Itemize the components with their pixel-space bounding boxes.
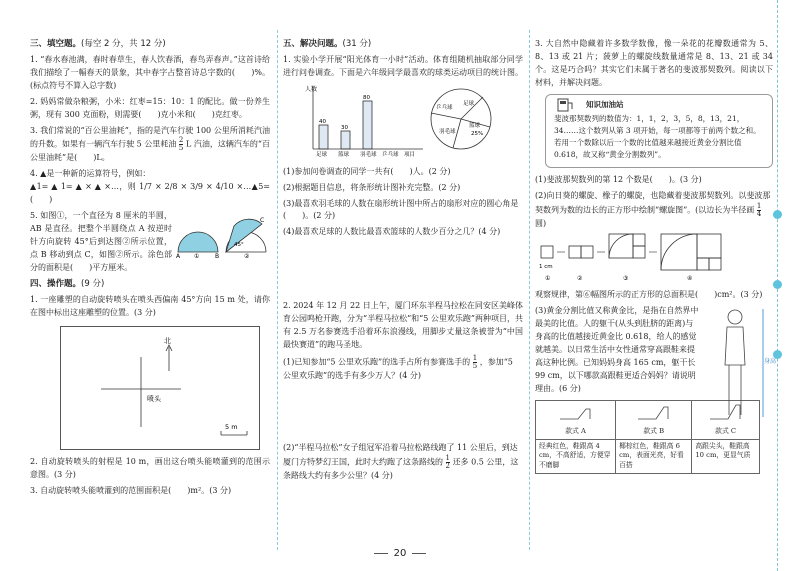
section-title: 四、操作题。(9 分) (30, 279, 105, 290)
pie-slice-pct: 25% (471, 130, 484, 137)
pie-slice-label: 乒乓球 (436, 104, 453, 111)
x-tick-label: 足球 (316, 151, 328, 158)
question-op-1: 1. 一座雕塑的自动旋转喷头在喷头西偏南 45°方向 15 m 处，请你在图中标出这座雕塑的位置。(3 分) (30, 294, 270, 317)
question-fill-5: 5. 如图①，一个直径为 8 厘米的半圆，AB 是直径。把整个半圆绕点 A 按逆时针方向旋转 45°后到达图②所示位置，点 B 移动到点 C，如图②所示。涂色部分的面积是( )平方厘米。 A B ① 45° C ② (30, 210, 270, 275)
sub-question: (4)最喜欢足球的人数比最喜欢篮球的人数少百分之几？(4 分) (283, 227, 501, 237)
fuel-pump-icon (556, 97, 580, 113)
map-grid[interactable] (60, 326, 260, 450)
nozzle-label: 喷头 (147, 394, 161, 403)
pie-slice-label: 羽毛球 (439, 128, 456, 135)
binding-dot (773, 280, 782, 289)
x-tick-label: 乒乓球 (382, 151, 399, 158)
fraction: $\frac{1}{5}$ (472, 354, 478, 371)
shoe-a-desc: 经典红色，鞋跟高 4 cm，不高舒适，方便穿不磨脚 (536, 439, 616, 474)
fig1-label: ① (194, 253, 200, 261)
fig2-label: ② (244, 253, 250, 261)
point-a-label: A (176, 253, 181, 261)
svg-text:①: ① (545, 275, 551, 283)
shoe-a-header: 款式 A (536, 400, 616, 439)
north-label: 北 (164, 336, 171, 345)
question-fill-4: 4. ▲是一种新的运算符号，例如： ▲1= ▲ 1= ▲ × ▲ ×…，则 1/7 × 2/8 × 3/9 × 4/10 ×…▲5=( ) (30, 169, 270, 205)
shoe-c-desc: 高跟尖头，鞋跟高 10 cm，更显气质 (692, 439, 760, 474)
compass-diagram (61, 327, 259, 449)
sub-question: (3)黄金分割比值又称黄金比，是指在自然界中最美的比值。人的躯干(从头到肚脐的距离)与身高的比值越接近黄金比 0.618，给人的感觉就越美。以日常生活中女性通常穿高跟鞋来提高这种比例。已知妈妈身高 165 cm，躯干长 99 cm，以下哪款高跟鞋更适合妈妈？请说明理由。(6 分) (535, 306, 699, 393)
question-fill-1: 1. “春水春池满，春时春草生，春人饮春酒，春鸟弄春声。”这首诗给我们描绘了一幅春天的景象，其中春字占整首诗总字数的( )%。(标点符号不算入总字数) (30, 54, 270, 90)
right-column (535, 38, 777, 474)
question-op-3: 3. 自动旋转喷头能喷灌到的范围面积是( )m²。(3 分) (30, 485, 232, 495)
fraction: $\frac{1}{2}$ (445, 454, 451, 471)
sports-chart (283, 83, 523, 161)
knowledge-box-text: 斐波那契数列的数值为：1，1，2，3，5，8，13，21，34……这个数列从第 3 项开始，每一项都等于前两个数之和。若用一个数除以后一个数的比值越来越接近黄金分割比值 0.618，故又称“黄金分割数列”。 (554, 113, 761, 160)
x-tick-label: 篮球 (338, 151, 350, 158)
pie-slice-label: 篮球 (469, 122, 481, 129)
bar (341, 131, 350, 149)
question-fill-3: 3. 我们常说的“百公里油耗”，指的是汽车行驶 100 公里所消耗汽油的升数。如果有一辆汽车行驶 5 公里耗油 $\frac{2}{5}$ L 汽油，这辆汽车的“百公里油耗”是( )L。 (30, 125, 270, 163)
point-c-label: C (260, 217, 265, 225)
section-title: 三、填空题。(每空 2 分，共 12 分) (30, 39, 166, 49)
sub-question: (1)参加问卷调查的同学一共有( )人。(2 分) (283, 166, 451, 176)
semicircle-figure (174, 214, 270, 261)
angle-label: 45° (234, 242, 244, 249)
question-solve-1: 1. 实验小学开展“阳光体育一小时”活动。体育组随机抽取部分同学进行问卷调查。下面是六年级同学最喜欢的球类运动项目的统计图。 (283, 54, 523, 77)
high-heel-icon (634, 403, 674, 423)
middle-column (283, 38, 523, 486)
bar-value-label: 40 (319, 118, 326, 125)
bar (363, 101, 372, 149)
knowledge-box (545, 94, 773, 169)
svg-text:②: ② (577, 275, 583, 283)
scale-label: 5 m (225, 422, 238, 431)
shoe-c-header: 款式 C (692, 400, 760, 439)
sub-question: (2)根据题目信息，将条形统计图补充完整。(2 分) (283, 182, 461, 192)
page-number: 20 (0, 546, 800, 562)
binding-dot (773, 210, 782, 219)
fraction: $\frac{1}{4}$ (756, 202, 762, 219)
question-fill-2: 2. 妈妈常做杂粮粥，小米：红枣=15：10：1 的配比。做一份养生粥，现有 300 克面粉，则需要( )克小米和( )克红枣。 (30, 96, 270, 119)
y-axis-label: 人数 (305, 85, 318, 93)
sub-question: (2)向日葵的螺旋、橡子的螺旋，也隐藏着斐波那契数列。以斐波那契数列为数的边长的正方形中绘制“螺旋图”。(以边长为半径画 $\frac{1}{4}$ 圆) (535, 191, 771, 229)
pie-chart (431, 89, 491, 149)
spiral-diagram (535, 234, 765, 284)
question-op-2: 2. 自动旋转喷头的射程是 10 m，画出这台喷头能喷灌到的范围示意图。(3 分) (30, 456, 270, 479)
question-solve-3: 3. 大自然中隐藏着许多数学数像，像一朵花的花瓣数通常为 5、8、13 或 21 片；菠萝上的螺旋线数量通常是 8、13、21 或 34 个。这是巧合吗？其实它们未属于著名的斐波那契数列。阅读以下材料，并解决问题。 (535, 39, 773, 87)
svg-text:③: ③ (623, 275, 629, 283)
human-figure (705, 305, 777, 423)
svg-text:1 cm: 1 cm (539, 264, 553, 271)
sub-question: (3)最喜欢羽毛球的人数在扇形统计图中所占的扇形对应的圆心角是( )。(2 分) (283, 198, 519, 221)
bar (319, 125, 328, 149)
x-tick-label: 羽毛球 (360, 151, 377, 158)
high-heel-icon (556, 403, 596, 423)
left-column (30, 38, 270, 501)
pie-slice-label: 足球 (463, 100, 475, 107)
fraction: $\frac{2}{5}$ (178, 136, 184, 153)
shoe-b-desc: 椰棕红色，鞋跟高 6 cm，表面光亮，好看百搭 (616, 439, 692, 474)
point-b-label: B (215, 253, 220, 261)
height-label: 身高 (764, 358, 777, 366)
svg-text:④: ④ (687, 275, 693, 283)
sub-question: (1)已知参加“5 公里欢乐跑”的选手占所有参赛选手的 $\frac{1}{5}$ ，参加“5 公里欢乐跑”的选手有多少万人？(4 分) (283, 354, 513, 381)
sub-question: 观察规律，第⑥幅图所示的正方形的总面积是( )cm²。(3 分) (535, 290, 763, 300)
shoe-b-header: 款式 B (616, 400, 692, 439)
bar-value-label: 80 (363, 94, 370, 101)
sub-question: (1)斐波那契数列的第 12 个数是( )。(3 分) (535, 175, 702, 185)
x-tick-label: 项目 (404, 151, 416, 158)
section-title: 五、解决问题。(31 分) (283, 39, 372, 49)
bar-value-label: 30 (341, 124, 348, 131)
knowledge-box-title: 知识加油站 (586, 99, 624, 109)
sub-question: (2)“半程马拉松”女子组冠军沿着马拉松路线跑了 11 公里后，到达厦门方特梦幻王国，此时大约跑了这条路线的 $\frac{1}{2}$ 还多 0.5 公里，这条路线大约有多少公里？(4 分) (283, 443, 519, 481)
question-solve-2: 2. 2024 年 12 月 22 日上午，厦门环东半程马拉松在同安区美峰体育公园鸣枪开跑，分为“半程马拉松”和“5 公里欢乐跑”两种项目，共有 2.5 万名参赛选手沿着环东浪漫线，用脚步丈量这条被誉为“中国最快赛道”的跑马圣地。 (283, 301, 523, 350)
